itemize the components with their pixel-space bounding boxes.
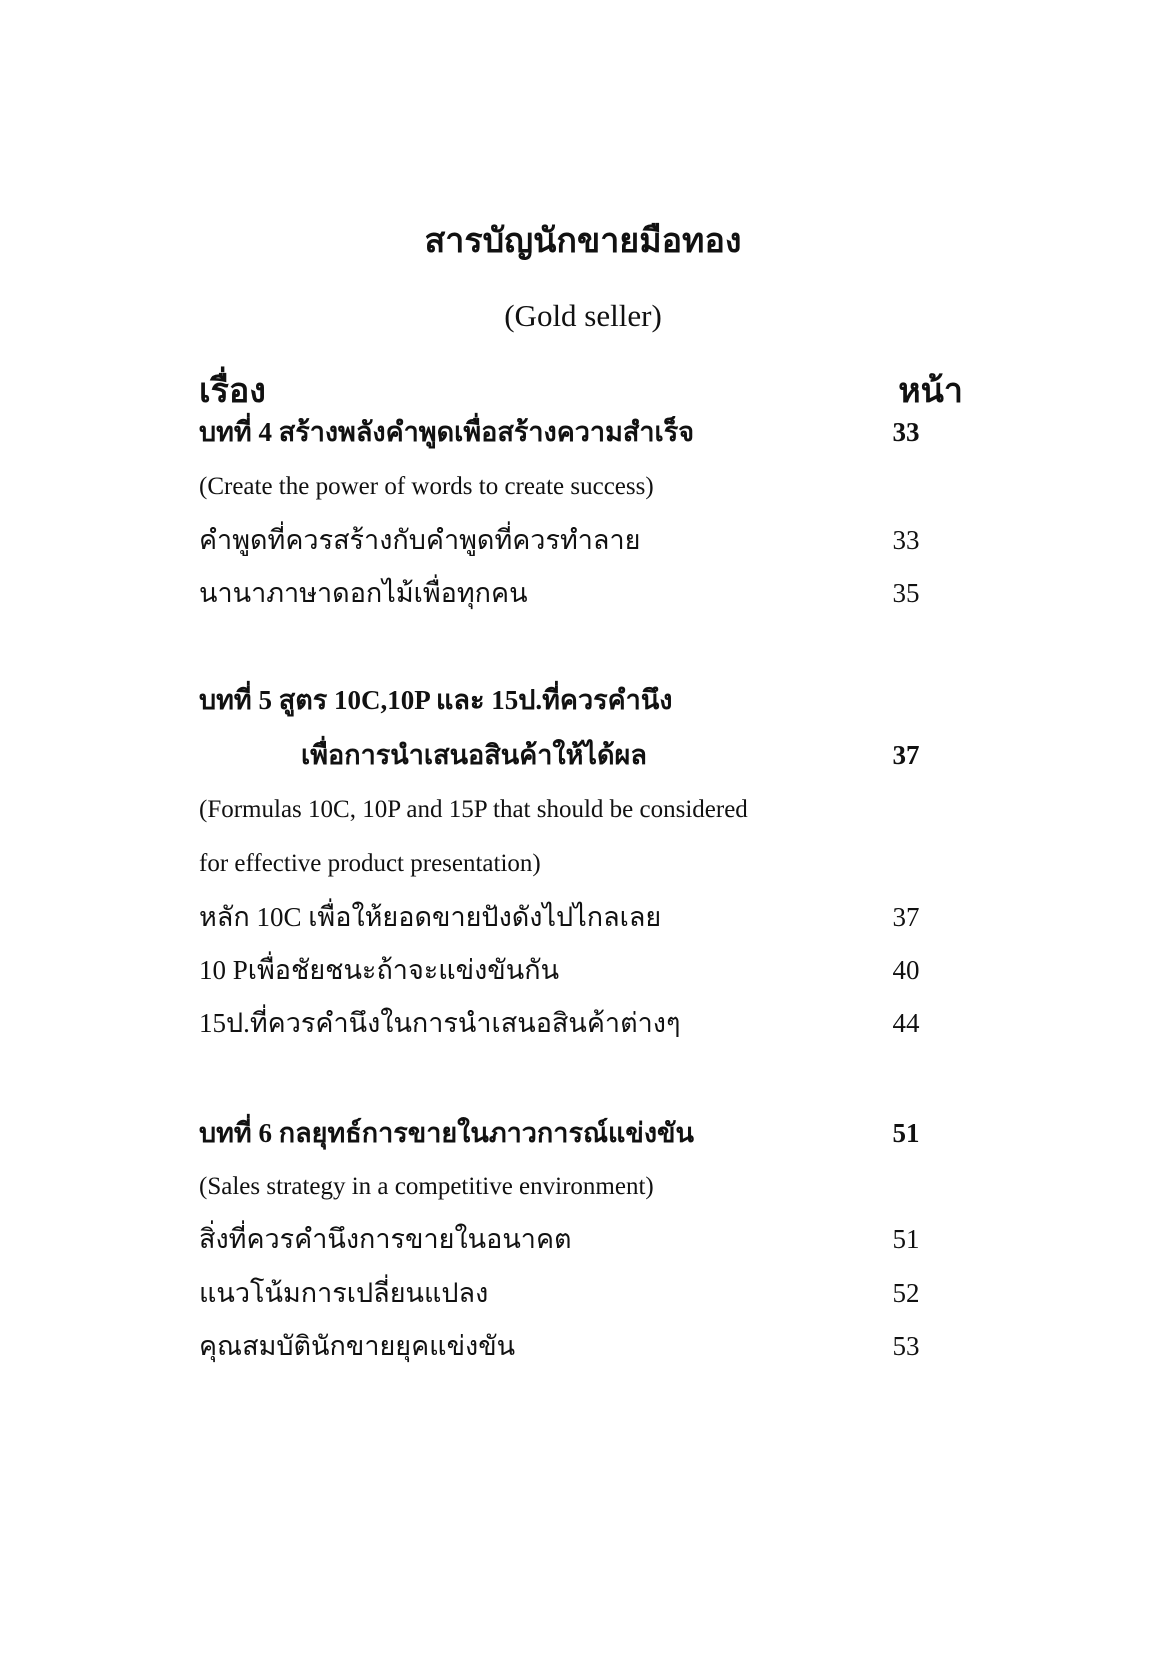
toc-entry-label: คำพูดที่ควรสร้างกับคำพูดที่ควรทำลาย <box>199 525 641 555</box>
toc-entry-page: 33 <box>892 525 920 555</box>
chapter-6-heading-row <box>199 1111 936 1155</box>
chapter-5-heading-row-2 <box>199 733 936 777</box>
toc-entry-page: 52 <box>892 1278 920 1308</box>
toc-entry-page: 53 <box>892 1331 920 1361</box>
toc-entry <box>199 1271 936 1315</box>
toc-entry-label: 15ป.ที่ควรคำนึงในการนำเสนอสินค้าต่างๆ <box>199 1008 681 1038</box>
toc-entry-label: สิ่งที่ควรคำนึงการขายในอนาคต <box>199 1224 572 1254</box>
topic-column-header: เรื่อง <box>199 373 266 410</box>
chapter-5-english-row-2 <box>199 842 936 886</box>
chapter-5-heading-line-2: เพื่อการนำเสนอสินค้าให้ได้ผล <box>301 740 647 770</box>
toc-entry <box>199 895 936 939</box>
toc-entry-page: 44 <box>892 1008 920 1038</box>
toc-entry-label: คุณสมบัตินักขายยุคแข่งขัน <box>199 1331 516 1361</box>
toc-entry-page: 37 <box>892 902 920 932</box>
toc-entry <box>199 1001 936 1045</box>
chapter-4-heading: บทที่ 4 สร้างพลังคำพูดเพื่อสร้างความสำเร็จ <box>199 417 695 447</box>
chapter-5-heading-line-1: บทที่ 5 สูตร 10C,10P และ 15ป.ที่ควรคำนึง <box>199 685 673 715</box>
chapter-6-english-row <box>199 1165 936 1209</box>
toc-entry <box>199 1217 936 1261</box>
toc-entry <box>199 948 936 992</box>
chapter-6-heading: บทที่ 6 กลยุทธ์การขายในภาวการณ์แข่งขัน <box>199 1118 694 1148</box>
toc-entry-label: แนวโน้มการเปลี่ยนแปลง <box>199 1278 489 1308</box>
toc-entry-page: 40 <box>892 955 920 985</box>
chapter-5-heading-row-1 <box>199 678 936 722</box>
toc-entry-page: 35 <box>892 578 920 608</box>
toc-entry-page: 51 <box>892 1224 920 1254</box>
toc-entry-label: หลัก 10C เพื่อให้ยอดขายปังดังไปไกลเลย <box>199 902 662 932</box>
chapter-4-page: 33 <box>892 417 920 447</box>
chapter-4-heading-row <box>199 410 936 454</box>
chapter-6-english-title: (Sales strategy in a competitive environment) <box>199 1173 654 1200</box>
toc-entry <box>199 571 936 615</box>
page-subtitle: (Gold seller) <box>504 298 662 333</box>
chapter-5-page: 37 <box>892 740 920 770</box>
toc-entry <box>199 518 936 562</box>
toc-entry-label: 10 Pเพื่อชัยชนะถ้าจะแข่งขันกัน <box>199 955 560 985</box>
chapter-5-english-row-1 <box>199 788 936 832</box>
chapter-6-page: 51 <box>892 1118 920 1148</box>
toc-entry-label: นานาภาษาดอกไม้เพื่อทุกคน <box>199 578 528 608</box>
chapter-4-english-title: (Create the power of words to create success) <box>199 473 654 500</box>
chapter-5-english-line-1: (Formulas 10C, 10P and 15P that should be considered <box>199 796 748 823</box>
chapter-5-english-line-2: for effective product presentation) <box>199 850 541 877</box>
page-column-header: หน้า <box>898 373 963 410</box>
page-title: สารบัญนักขายมือทอง <box>424 223 742 260</box>
toc-entry <box>199 1324 936 1368</box>
chapter-4-english-row <box>199 465 936 509</box>
